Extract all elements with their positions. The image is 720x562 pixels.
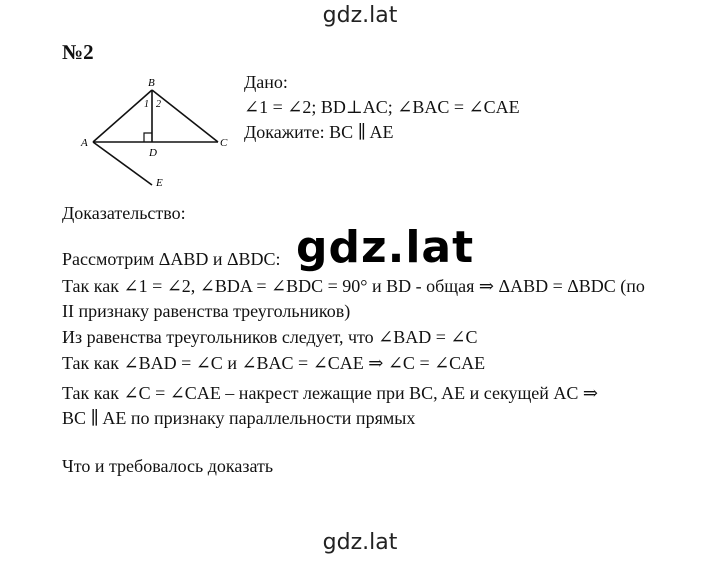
site-footer-watermark: gdz.lat [322, 530, 398, 555]
proof-line: Так как ∠C = ∠CAE – накрест лежащие при BC, AE и секущей AC ⇒ [62, 383, 599, 403]
label-b: B [148, 77, 155, 89]
proof-line: Рассмотрим ΔABD и ΔBDC: [62, 249, 281, 269]
given-title: Дано: [244, 72, 288, 92]
proof-conclusion: Что и требовалось доказать [62, 456, 274, 476]
proof-line: Из равенства треугольников следует, что ∠BAD = ∠C [62, 327, 478, 347]
segment-ae [93, 142, 152, 185]
segment-bc [152, 90, 218, 142]
label-a: A [81, 137, 88, 149]
problem-number: №2 [62, 40, 94, 64]
proof-line: Так как ∠BAD = ∠C и ∠BAC = ∠CAE ⇒ ∠C = ∠CAE [62, 353, 486, 373]
angle-label-1: 1 [144, 99, 149, 110]
given-prove: Докажите: BC ∥ AE [244, 122, 394, 142]
proof-line: II признаку равенства треугольников) [62, 301, 351, 321]
geometry-figure [70, 70, 240, 195]
proof-line: BC ∥ AE по признаку параллельности прямых [62, 408, 416, 428]
label-d: D [149, 147, 157, 159]
angle-label-2: 2 [156, 99, 161, 110]
site-header-watermark: gdz.lat [322, 3, 398, 28]
center-watermark: gdz.lat [296, 222, 475, 273]
segment-ab [93, 90, 152, 142]
given-conditions: ∠1 = ∠2; BD⊥AC; ∠BAC = ∠CAE [244, 97, 520, 117]
label-e: E [156, 177, 163, 189]
label-c: C [220, 137, 228, 149]
proof-line: Так как ∠1 = ∠2, ∠BDA = ∠BDC = 90° и BD - общая ⇒ ΔABD = ΔBDC (по [62, 276, 645, 296]
proof-heading: Доказательство: [62, 203, 186, 223]
right-angle-mark [144, 133, 152, 142]
